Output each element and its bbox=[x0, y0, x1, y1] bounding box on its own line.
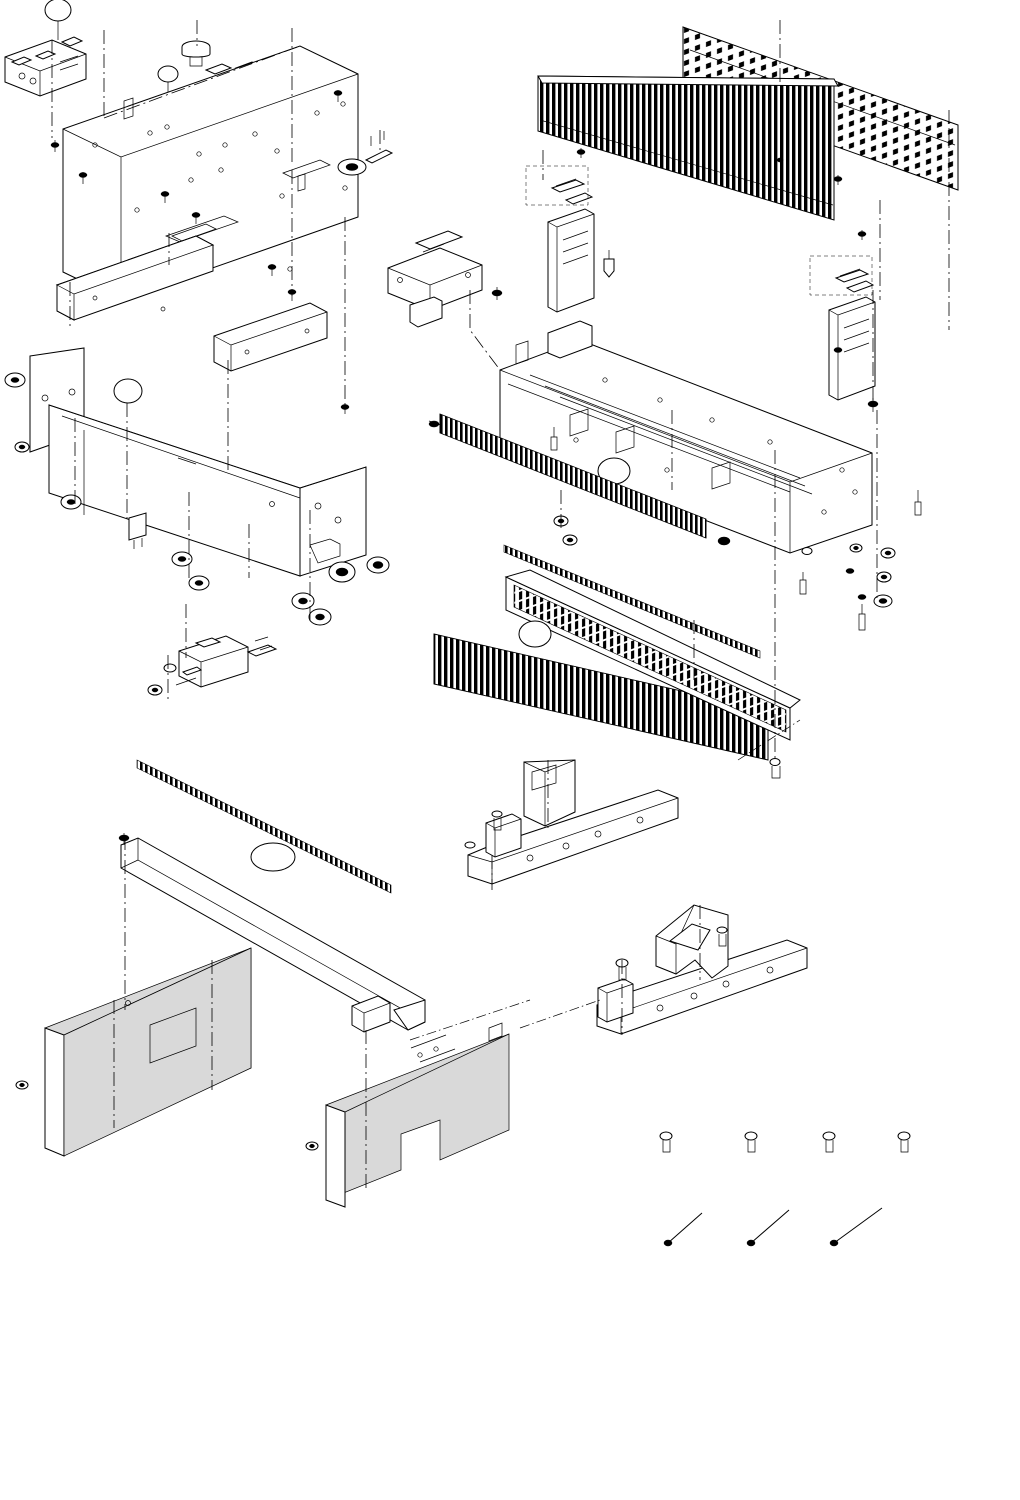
folded-channel-body bbox=[49, 405, 366, 576]
balloon-3 bbox=[114, 379, 142, 403]
side-cover-left bbox=[16, 948, 251, 1156]
hardware-fastener-1 bbox=[660, 1132, 672, 1152]
a-frame-bracket bbox=[656, 905, 728, 978]
group-mid-left-channel-assembly bbox=[5, 348, 389, 700]
shim-plate-lower bbox=[214, 303, 327, 371]
hardware-fastener-4 bbox=[898, 1132, 910, 1152]
hardware-pin-2 bbox=[747, 1210, 789, 1246]
balloon-6 bbox=[251, 843, 295, 871]
hardware-pin-1 bbox=[664, 1213, 702, 1246]
hardware-pin-3 bbox=[830, 1208, 882, 1246]
grille-end-bracket-right bbox=[829, 281, 875, 400]
frame-bracket-left bbox=[388, 231, 482, 327]
center-mount-bracket bbox=[524, 760, 575, 826]
balloon-5 bbox=[519, 621, 551, 647]
hardware-fastener-2 bbox=[745, 1132, 757, 1152]
group-lower-cover-assembly bbox=[16, 760, 807, 1207]
connector-block-left bbox=[5, 37, 86, 96]
group-loose-hardware-row bbox=[660, 1132, 910, 1246]
balloon-2 bbox=[158, 66, 178, 82]
balloon-1 bbox=[45, 0, 71, 21]
valve-block-assembly bbox=[148, 636, 276, 695]
side-cover-right bbox=[306, 1023, 509, 1207]
knob-fastener bbox=[182, 41, 210, 66]
hardware-fastener-3 bbox=[823, 1132, 835, 1152]
grille-end-bracket-left bbox=[548, 193, 594, 312]
